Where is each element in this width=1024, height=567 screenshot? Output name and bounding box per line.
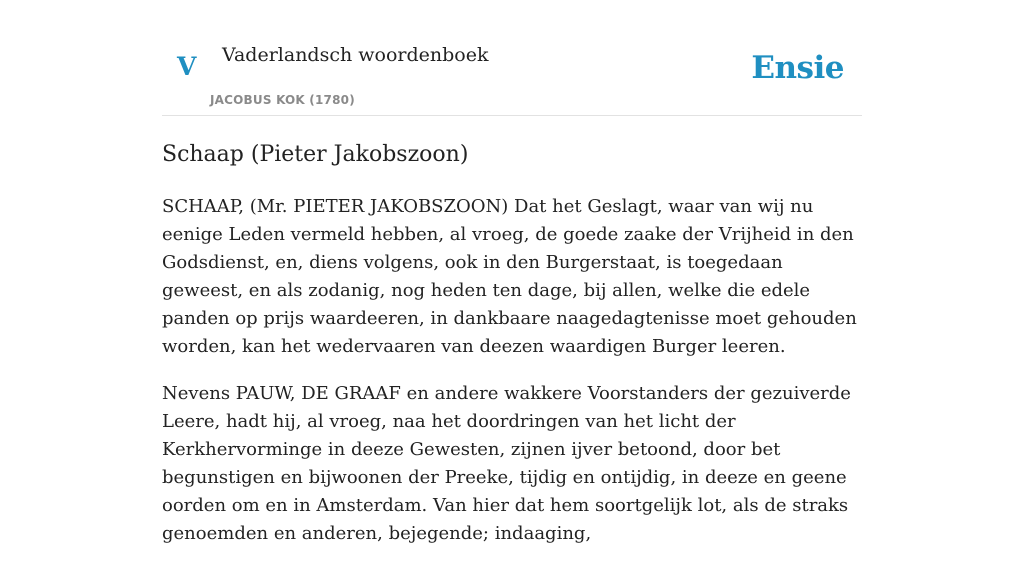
content-container	[162, 0, 862, 567]
entry-body	[162, 193, 862, 548]
book-letter-icon[interactable]: V	[177, 52, 197, 81]
book-title-link[interactable]: Vaderlandsch woordenboek	[222, 44, 489, 66]
entry-title: Schaap (Pieter Jakobszoon)	[162, 142, 469, 167]
header	[162, 0, 862, 116]
entry-paragraph: Nevens PAUW, DE GRAAF en andere wakkere Voorstanders der gezuiverde Leere, hadt hij, al vroeg, naa het doordringen van het licht der Kerkhervorminge in deeze Gewesten, zijnen ijver betoond, door bet begunstigen en bijwoonen der Preeke, tijdig en ontijdig, in deeze en geene oorden om en in Amsterdam. Van hier dat hem soortgelijk lot, als de straks genoemden en anderen, bejegende; indaaging,	[162, 383, 851, 544]
ensie-logo-link[interactable]: Ensie	[751, 50, 844, 86]
book-author: JACOBUS KOK (1780)	[210, 93, 355, 107]
entry-paragraph: SCHAAP, (Mr. PIETER JAKOBSZOON) Dat het Geslagt, waar van wij nu eenige Leden vermeld hebben, al vroeg, de goede zaake der Vrijheid in den Godsdienst, en, diens volgens, ook in den Burgerstaat, is toegedaan geweest, en als zodanig, nog heden ten dage, bij allen, welke die edele panden op prijs waardeeren, in dankbaare naagedagtenisse moet gehouden worden, kan het wedervaaren van deezen waardigen Burger leeren.	[162, 196, 857, 357]
